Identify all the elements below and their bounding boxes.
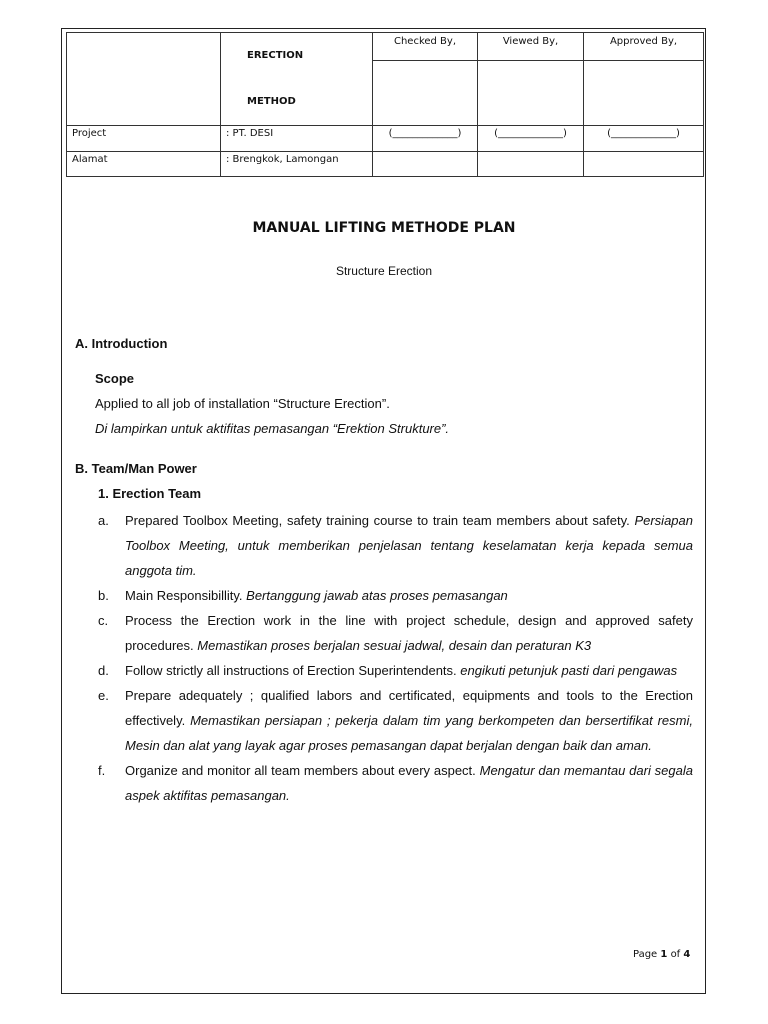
viewed-by-label: Viewed By, [478, 33, 584, 61]
list-item [98, 758, 693, 808]
scope-indonesian: Di lampirkan untuk aktifitas pemasangan “Erektion Strukture”. [95, 421, 450, 436]
item-english: Follow strictly all instructions of Erection Superintendents. [125, 663, 457, 678]
item-english: Prepared Toolbox Meeting, safety training course to train team members about safety. [125, 513, 630, 528]
item-indonesian: engikuti petunjuk pasti dari pengawas [460, 663, 678, 678]
list-marker: d. [98, 663, 109, 678]
item-indonesian: Memastikan proses berjalan sesuai jadwal, desain dan peraturan K3 [197, 638, 592, 653]
page-number [633, 949, 690, 960]
title-line-2: METHOD [247, 96, 296, 107]
list-item [98, 508, 693, 583]
checked-by-label: Checked By, [373, 33, 478, 61]
erection-team-list [98, 508, 693, 808]
page-word: Page [633, 949, 658, 960]
list-item [98, 683, 693, 758]
list-marker: b. [98, 588, 109, 603]
empty-cell [478, 152, 584, 177]
title-line-1: ERECTION [247, 50, 304, 61]
checked-by-signature [373, 60, 478, 125]
item-indonesian: Bertanggung jawab atas proses pemasangan [246, 588, 508, 603]
approved-by-signature [584, 60, 704, 125]
empty-cell [584, 152, 704, 177]
item-indonesian: Mengatur dan memantau dari segala aspek aktifitas pemasangan. [125, 763, 693, 803]
section-b-heading: B. Team/Man Power [75, 461, 197, 476]
alamat-value: : Brengkok, Lamongan [221, 152, 373, 177]
page-current: 1 [660, 949, 668, 960]
list-marker: e. [98, 688, 109, 703]
logo-cell [67, 33, 221, 126]
item-english: Organize and monitor all team members about every aspect. [125, 763, 476, 778]
project-value: : PT. DESI [221, 126, 373, 152]
list-marker: c. [98, 613, 109, 628]
list-item [98, 583, 693, 608]
section-a-heading: A. Introduction [75, 336, 168, 351]
page-of: of [670, 949, 681, 960]
list-marker: f. [98, 763, 106, 778]
viewed-by-signature [478, 60, 584, 125]
page-total: 4 [683, 949, 691, 960]
empty-cell [373, 152, 478, 177]
list-item [98, 658, 693, 683]
list-item [98, 608, 693, 658]
scope-english: Applied to all job of installation “Structure Erection”. [95, 396, 390, 411]
list-marker: a. [98, 513, 109, 528]
item-english: Process the Erection work in the line with project schedule, design and approved safety procedures. [125, 613, 693, 653]
document-main-title: MANUAL LIFTING METHODE PLAN [252, 220, 516, 236]
item-indonesian: Persiapan Toolbox Meeting, untuk memberikan penjelasan tentang keselamatan kerja kepada semua anggota tim. [125, 513, 693, 578]
document-subtitle: Structure Erection [335, 264, 433, 278]
approved-by-name: (_____________) [584, 126, 704, 152]
alamat-label: Alamat [67, 152, 221, 177]
viewed-by-name: (_____________) [478, 126, 584, 152]
item-indonesian: Memastikan persiapan ; pekerja dalam tim yang berkompeten dan bersertifikat resmi, Mesin dan alat yang layak agar proses pemasangan dapat berjalan dengan baik dan aman. [125, 713, 693, 753]
item-english: Prepare adequately ; qualified labors and certificated, equipments and tools to the Erection effectively. [125, 688, 693, 728]
scope-heading: Scope [95, 371, 135, 386]
approved-by-label: Approved By, [584, 33, 704, 61]
erection-team-heading: 1. Erection Team [98, 486, 202, 501]
project-label: Project [67, 126, 221, 152]
checked-by-name: (_____________) [373, 126, 478, 152]
header-table [66, 32, 704, 177]
document-title-cell [221, 33, 373, 126]
item-english: Main Responsibillity. [125, 588, 243, 603]
